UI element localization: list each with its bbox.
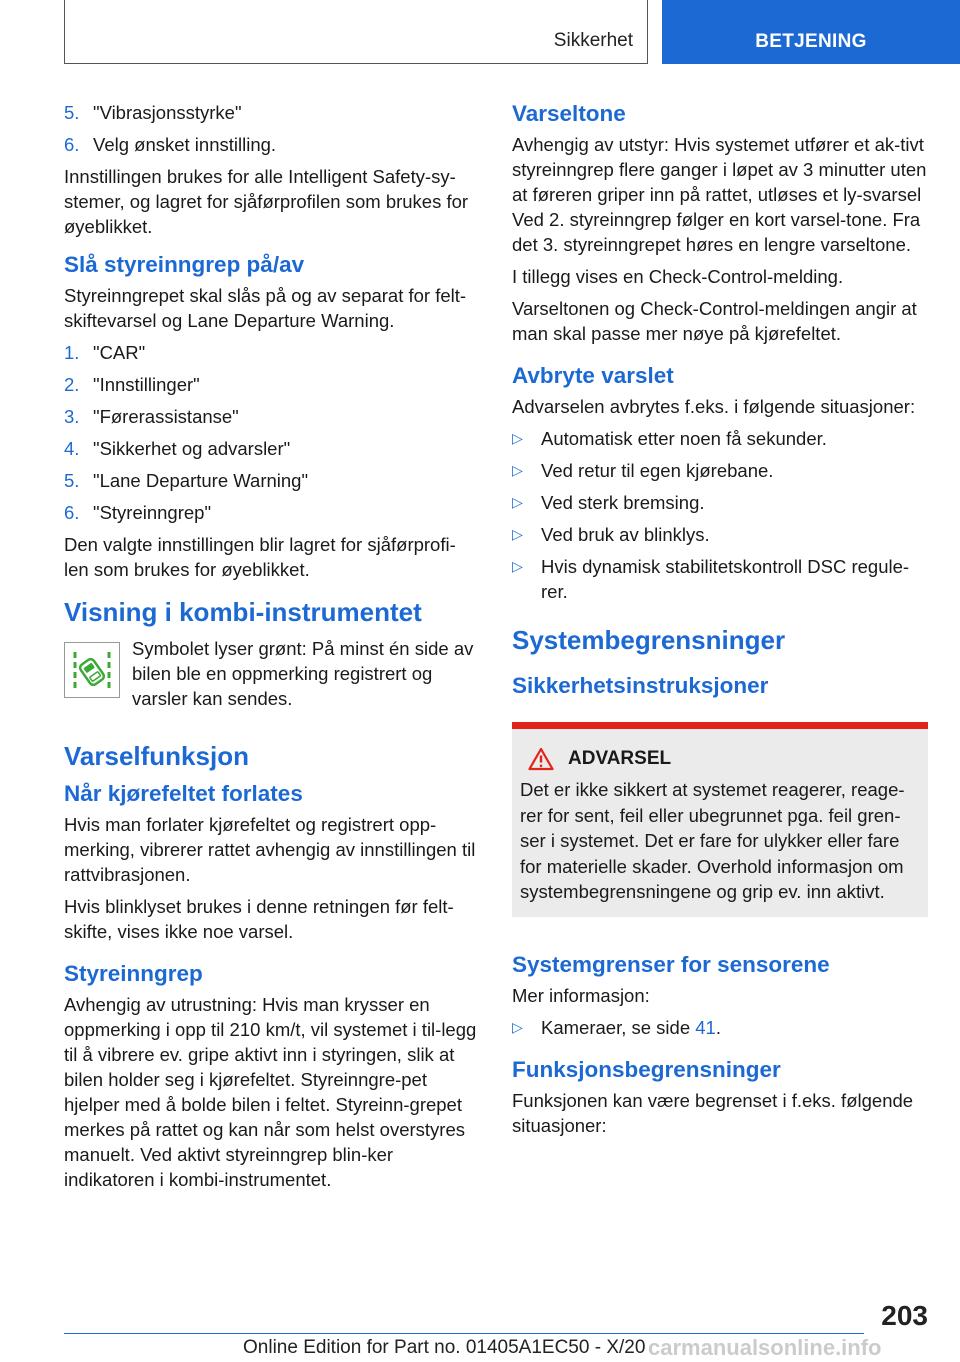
list-item: ▷ Automatisk etter noen få sekunder.	[512, 428, 827, 449]
triangle-bullet-icon: ▷	[512, 1018, 523, 1035]
triangle-bullet-icon: ▷	[512, 558, 523, 574]
list-item: ▷ Kameraer, se side 41.	[512, 1016, 721, 1038]
list-item: ▷ Ved sterk bremsing.	[512, 492, 705, 513]
paragraph: Hvis blinklyset brukes i denne retningen før felt-skifte, vises ikke noe varsel.	[64, 896, 454, 942]
heading-nar-kjorefeltet: Når kjørefeltet forlates	[64, 781, 303, 806]
symbol-description	[64, 636, 480, 718]
triangle-bullet-icon: ▷	[512, 462, 523, 478]
sensor-info-list	[512, 1015, 928, 1040]
paragraph: Avhengig av utstyr: Hvis systemet utfører et ak-tivt styreinngrep flere ganger i løpet av 3 minutter uten at føreren griper inn på rattet, utløses et ly-svarsel Ved 2. styreinngrep følger en kort varsel-tone. Fra det 3. styreinngrepet høres en lengre varseltone.	[512, 134, 927, 255]
list-item: 6. Velg ønsket innstilling.	[64, 134, 277, 155]
page-number: 203	[881, 1300, 928, 1331]
heading-sikkerhetsinstruksjoner: Sikkerhetsinstruksjoner	[512, 673, 769, 698]
paragraph: Funksjonen kan være begrenset i f.eks. følgende situasjoner:	[512, 1089, 914, 1136]
list-item: ▷ Ved retur til egen kjørebane.	[512, 460, 774, 481]
lane-departure-symbol-icon	[64, 642, 120, 698]
list-item: 1. "CAR"	[64, 342, 146, 363]
list-item: 5. "Lane Departure Warning"	[64, 470, 309, 491]
header-section-title: Sikkerhet	[553, 30, 633, 51]
warning-text: Det er ikke sikkert at systemet reagerer, reage-rer for sent, feil eller ubegrunnet pga. feil gren-ser i systemet. Det er fare for ulykker eller fare for materielle skader. Overhold informasjon om systembegrensningene og grip ev. inn aktivt.	[520, 779, 905, 902]
left-column	[64, 100, 480, 1199]
paragraph: Avhengig av utrustning: Hvis man krysser en oppmerking i opp til 210 km/t, vil systemet i til-legg til å vibrere ev. gripe aktivt inn i styringen, slik at bilen holder seg i kjørefeltet. Styreinngre-pet hjelper med å bolde bilen i feltet. Styreinn-grepet merkes på rattet og kan når som helst overstyres manuelt. Ved aktivt styreinngrep blin-ker indikatoren i kombi-instrumentet.	[64, 994, 477, 1190]
heading-funksjonsbegrensninger: Funksjonsbegrensninger	[512, 1056, 781, 1082]
triangle-bullet-icon: ▷	[512, 430, 523, 446]
heading-visning: Visning i kombi-instrumentet	[64, 597, 422, 627]
list-item: 4. "Sikkerhet og advarsler"	[64, 438, 291, 459]
triangle-bullet-icon: ▷	[512, 494, 523, 510]
footer-edition: Online Edition for Part no. 01405A1EC50 - X/20	[243, 1337, 646, 1358]
list-item: 5. "Vibrasjonsstyrke"	[64, 102, 242, 123]
watermark: carmanualsonline.info	[648, 1335, 882, 1360]
header-chapter-tab: BETJENING	[662, 0, 960, 64]
paragraph: Innstillingen brukes for alle Intelligent Safety-sy-stemer, og lagret for sjåførprofilen som brukes for øyeblikket.	[64, 166, 469, 237]
paragraph: Styreinngrepet skal slås på og av separat for felt-skiftevarsel og Lane Departure Warning.	[64, 285, 467, 331]
heading-systembegrensninger: Systembegrensninger	[512, 625, 786, 655]
list-item: ▷ Ved bruk av blinklys.	[512, 524, 710, 545]
warning-header	[528, 747, 920, 771]
list-item: 6. "Styreinngrep"	[64, 502, 212, 523]
heading-avbryte-varslet: Avbryte varslet	[512, 363, 674, 388]
warning-title: ADVARSEL	[568, 748, 672, 769]
list-item: ▷ Hvis dynamisk stabilitetskontroll DSC regule-rer.	[512, 556, 910, 602]
heading-varselfunksjon: Varselfunksjon	[64, 741, 249, 771]
heading-varseltone: Varseltone	[512, 101, 626, 126]
menu-path-list	[64, 340, 480, 525]
list-item: 2. "Innstillinger"	[64, 374, 200, 395]
paragraph: Den valgte innstillingen blir lagret for sjåførprofi-len som brukes for øyeblikket.	[64, 534, 456, 580]
paragraph: Advarselen avbrytes f.eks. i følgende situasjoner:	[512, 396, 916, 417]
header-frame	[64, 0, 648, 64]
footer-divider	[64, 1333, 864, 1334]
symbol-text: Symbolet lyser grønt: På minst én side av bilen ble en oppmerking registrert og varsler kan sendes.	[132, 638, 474, 709]
settings-steps-list	[64, 100, 480, 157]
right-column	[512, 100, 928, 1145]
warning-box	[512, 722, 928, 917]
heading-systemgrenser: Systemgrenser for sensorene	[512, 951, 830, 977]
paragraph: Mer informasjon:	[512, 984, 650, 1006]
heading-styreinngrep: Styreinngrep	[64, 961, 203, 986]
cancel-situations-list	[512, 426, 928, 604]
warning-triangle-icon	[528, 747, 554, 771]
page-link-41[interactable]: 41	[695, 1016, 716, 1038]
list-item: 3. "Førerassistanse"	[64, 406, 239, 427]
heading-sla-styreinngrep: Slå styreinngrep på/av	[64, 252, 305, 277]
paragraph: Hvis man forlater kjørefeltet og registrert opp-merking, vibrerer rattet avhengig av innstillingen til rattvibrasjonen.	[64, 814, 476, 885]
paragraph: I tillegg vises en Check-Control-melding.	[512, 266, 844, 287]
triangle-bullet-icon: ▷	[512, 526, 523, 542]
paragraph: Varseltonen og Check-Control-meldingen angir at man skal passe mer nøye på kjørefeltet.	[512, 298, 917, 344]
